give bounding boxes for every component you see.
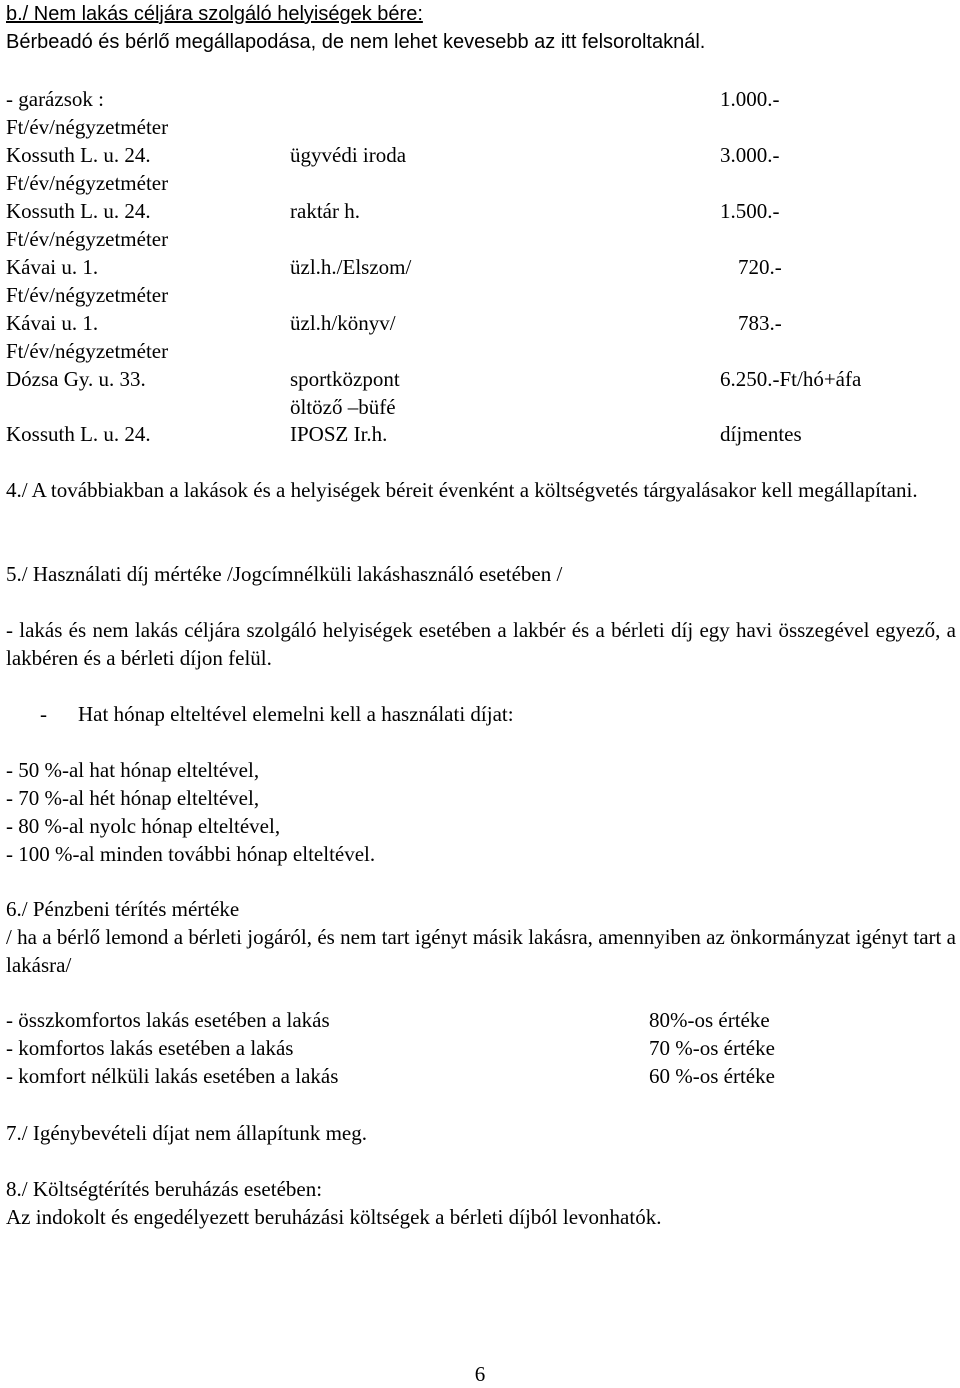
dozsa-price: 6.250.-Ft/hó+áfa bbox=[720, 367, 862, 391]
section-5-paragraph: - lakás és nem lakás céljára szolgáló helyiségek esetében a lakbér és a bérleti díj egy havi összegével egyező, a lakbéren és a bérleti díjon felül. bbox=[6, 618, 956, 670]
compensation-label: - komfortos lakás esetében a lakás bbox=[6, 1036, 294, 1060]
dozsa-address: Dózsa Gy. u. 33. bbox=[6, 367, 146, 391]
dozsa-use: sportközpont bbox=[290, 367, 400, 391]
section-4-text: 4./ A továbbiakban a lakások és a helyiségek béreit évenként a költségvetés tárgyalásakor kell megállapítani. bbox=[6, 478, 918, 502]
row-price: 1.500.- bbox=[720, 199, 780, 223]
increase-item: - 80 %-al nyolc hónap elteltével, bbox=[6, 814, 281, 838]
compensation-value: 70 %-os értéke bbox=[649, 1036, 775, 1060]
dozsa-use-2: öltöző –büfé bbox=[290, 395, 396, 419]
increase-item: - 100 %-al minden további hónap elteltével. bbox=[6, 842, 376, 866]
page-number: 6 bbox=[474, 1362, 486, 1386]
section-7-text: 7./ Igénybevételi díjat nem állapítunk meg. bbox=[6, 1121, 367, 1145]
unit-label: Ft/év/négyzetméter bbox=[6, 171, 169, 195]
section-b-subheading: Bérbeadó és bérlő megállapodása, de nem lehet kevesebb az itt felsoroltaknál. bbox=[6, 31, 706, 53]
unit-label: Ft/év/négyzetméter bbox=[6, 227, 169, 251]
row-use: raktár h. bbox=[290, 199, 360, 223]
row-address: Kossuth L. u. 24. bbox=[6, 199, 151, 223]
iposz-address: Kossuth L. u. 24. bbox=[6, 422, 151, 446]
section-8-text: Az indokolt és engedélyezett beruházási költségek a bérleti díjból levonhatók. bbox=[6, 1205, 662, 1229]
increase-item: - 70 %-al hét hónap elteltével, bbox=[6, 786, 260, 810]
row-price: 3.000.- bbox=[720, 143, 780, 167]
row-use: üzl.h/könyv/ bbox=[290, 311, 396, 335]
unit-label: Ft/év/négyzetméter bbox=[6, 115, 169, 139]
row-use: ügyvédi iroda bbox=[290, 143, 407, 167]
section-6-paragraph: / ha a bérlő lemond a bérleti jogáról, és nem tart igényt másik lakásra, amennyiben az önkormányzat igényt tart a lakásra/ bbox=[6, 925, 956, 977]
section-8-heading: 8./ Költségtérítés beruházás esetében: bbox=[6, 1177, 323, 1201]
row-address: Kávai u. 1. bbox=[6, 311, 99, 335]
section-5-heading: 5./ Használati díj mértéke /Jogcímnélküli lakáshasználó esetében / bbox=[6, 562, 563, 586]
increase-item: - 50 %-al hat hónap elteltével, bbox=[6, 758, 260, 782]
unit-label: Ft/év/négyzetméter bbox=[6, 283, 169, 307]
compensation-value: 60 %-os értéke bbox=[649, 1064, 775, 1088]
compensation-label: - összkomfortos lakás esetében a lakás bbox=[6, 1008, 330, 1032]
compensation-label: - komfort nélküli lakás esetében a lakás bbox=[6, 1064, 339, 1088]
row-price: 783.- bbox=[738, 311, 782, 335]
garages-label: - garázsok : bbox=[6, 87, 104, 111]
increase-intro-text: Hat hónap elteltével elemelni kell a használati díjat: bbox=[78, 702, 514, 726]
section-b-heading: b./ Nem lakás céljára szolgáló helyiségek bére: bbox=[6, 3, 423, 25]
iposz-price: díjmentes bbox=[720, 422, 802, 446]
iposz-use: IPOSZ Ir.h. bbox=[290, 422, 388, 446]
row-use: üzl.h./Elszom/ bbox=[290, 255, 412, 279]
unit-label: Ft/év/négyzetméter bbox=[6, 339, 169, 363]
increase-intro: - Hat hónap elteltével elemelni kell a használati díjat: bbox=[40, 702, 514, 726]
row-address: Kossuth L. u. 24. bbox=[6, 143, 151, 167]
garages-price: 1.000.- bbox=[720, 87, 780, 111]
section-6-heading: 6./ Pénzbeni térítés mértéke bbox=[6, 897, 240, 921]
row-price: 720.- bbox=[738, 255, 782, 279]
row-address: Kávai u. 1. bbox=[6, 255, 99, 279]
compensation-value: 80%-os értéke bbox=[649, 1008, 770, 1032]
